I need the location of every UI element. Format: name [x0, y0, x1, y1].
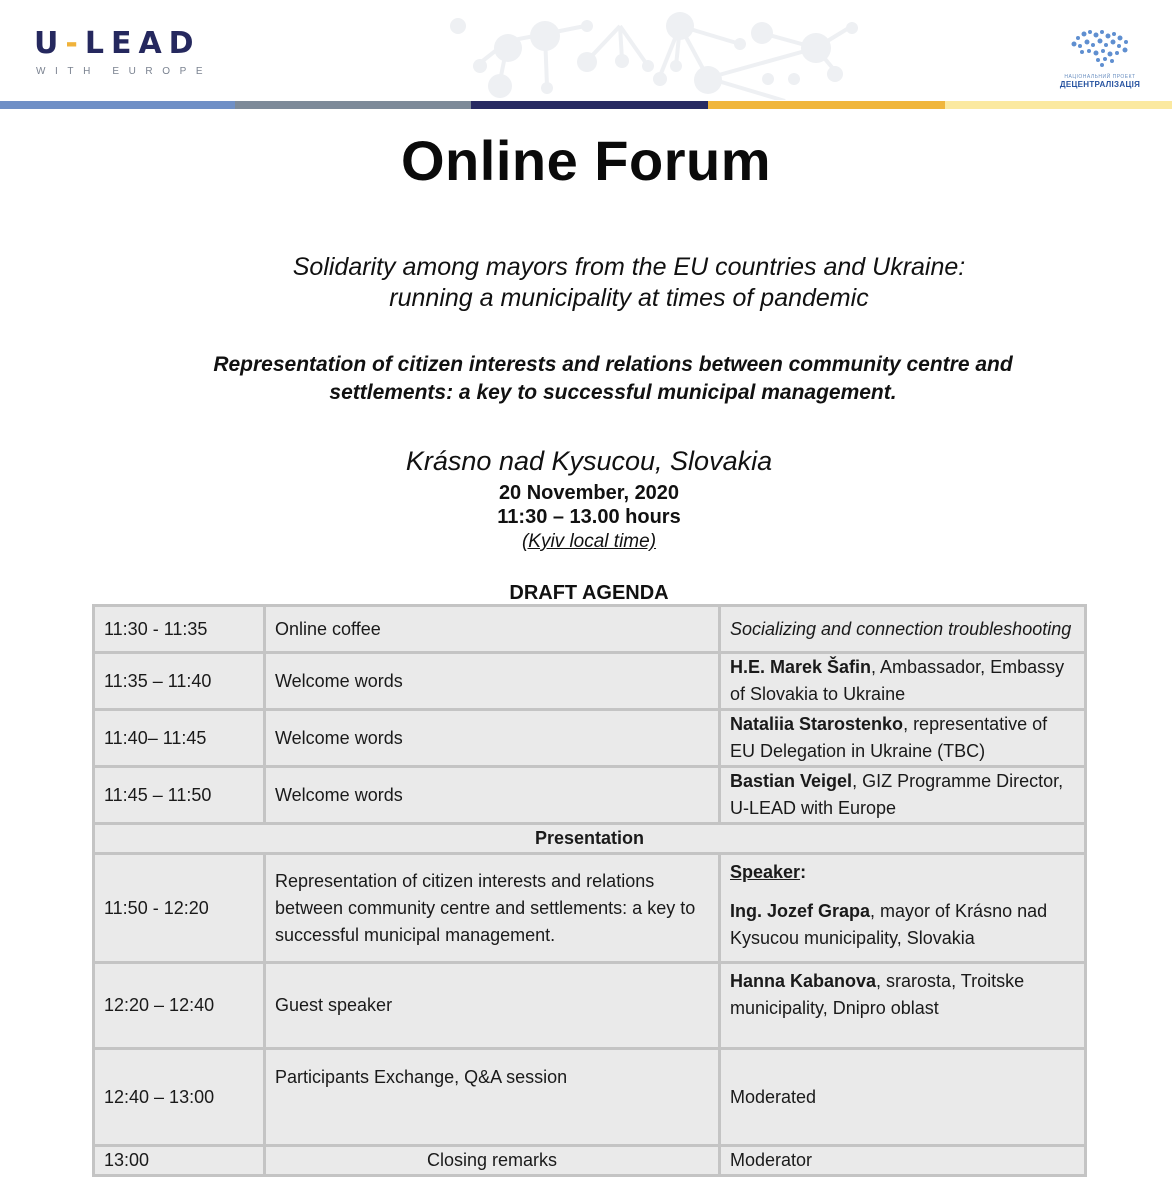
agenda-speaker — [720, 963, 1086, 1049]
agenda-speaker: Moderator — [720, 1146, 1086, 1176]
agenda-item: Guest speaker — [265, 963, 720, 1049]
agenda-row — [94, 1146, 1086, 1176]
agenda-time: 11:30 - 11:35 — [94, 606, 265, 653]
color-strip-4 — [708, 101, 945, 109]
agenda-time: 13:00 — [94, 1146, 265, 1176]
logo-text-u: U — [34, 26, 66, 61]
agenda-time: 12:40 – 13:00 — [94, 1049, 265, 1146]
ulead-logo — [34, 28, 212, 77]
logo-line1: НАЦІОНАЛЬНИЙ ПРОЕКТ — [1064, 74, 1136, 80]
agenda-title: DRAFT AGENDA — [509, 582, 669, 604]
agenda-row — [94, 1049, 1086, 1146]
theme-line-1: Representation of citizen interests and relations between community centre and — [213, 353, 1013, 376]
speaker-name: Ing. Jozef Grapa — [730, 901, 871, 921]
agenda-item: Welcome words — [265, 653, 720, 710]
event-date: 20 November, 2020 — [498, 482, 680, 504]
subtitle-line-1: Solidarity among mayors from the EU countries and Ukraine: — [292, 253, 966, 281]
speaker-name: H.E. Marek Šafin — [730, 657, 872, 677]
agenda-speaker — [720, 767, 1086, 824]
agenda-section-row — [94, 824, 1086, 854]
agenda-item: Welcome words — [265, 767, 720, 824]
agenda-item: Welcome words — [265, 710, 720, 767]
speaker-label: Speaker — [730, 862, 801, 882]
speaker-name: Hanna Kabanova — [730, 971, 877, 991]
molecule-decoration-icon — [420, 6, 980, 100]
event-location: Krásno nad Kysucou, Slovakia — [405, 446, 773, 476]
speaker-role: , GIZ Programme Director, U-LEAD with Europe — [730, 771, 1064, 818]
agenda-row — [94, 854, 1086, 963]
speaker-role: , representative of EU Delegation in Ukraine (TBC) — [730, 714, 1048, 761]
speaker-role: , Ambassador, Embassy of Slovakia to Ukraine — [730, 657, 1065, 704]
event-hours: 11:30 – 13.00 hours — [497, 506, 681, 528]
logo-line2: ДЕЦЕНТРАЛІЗАЦІЯ — [1059, 80, 1141, 89]
agenda-row — [94, 710, 1086, 767]
page-title: Online Forum — [401, 129, 771, 192]
agenda-item: Participants Exchange, Q&A session — [265, 1049, 720, 1146]
logo-dash: - — [65, 26, 85, 61]
event-subtitle — [0, 252, 1172, 314]
agenda-time: 11:45 – 11:50 — [94, 767, 265, 824]
logo-text-lead: LEAD — [84, 26, 201, 61]
subtitle-line-2: running a municipality at times of pandemic — [389, 284, 869, 312]
agenda-row — [94, 606, 1086, 653]
agenda-time: 11:50 - 12:20 — [94, 854, 265, 963]
speaker-role: , srarosta, Troitske municipality, Dnipro oblast — [730, 971, 1025, 1018]
agenda-row — [94, 767, 1086, 824]
agenda-item: Online coffee — [265, 606, 720, 653]
speaker-name: Bastian Veigel — [730, 771, 853, 791]
agenda-table — [92, 604, 1087, 1177]
color-strip-5 — [945, 101, 1172, 109]
agenda-speaker: Socializing and connection troubleshooting — [720, 606, 1086, 653]
agenda-time: 12:20 – 12:40 — [94, 963, 265, 1049]
agenda-item: Closing remarks — [265, 1146, 720, 1176]
agenda-speaker — [720, 710, 1086, 767]
color-strip-2 — [235, 101, 471, 109]
agenda-speaker: Moderated — [720, 1049, 1086, 1146]
page-header — [0, 0, 1172, 110]
speaker-name: Nataliia Starostenko — [730, 714, 904, 734]
agenda-row — [94, 963, 1086, 1049]
agenda-time: 11:35 – 11:40 — [94, 653, 265, 710]
color-strip-1 — [0, 101, 235, 109]
decentralization-logo — [1050, 24, 1150, 89]
event-theme — [0, 351, 1172, 407]
agenda-speaker — [720, 653, 1086, 710]
event-timezone: (Kyiv local time) — [521, 531, 657, 552]
logo-tagline: WITH EUROPE — [36, 66, 213, 77]
theme-line-2: settlements: a key to successful municipal management. — [329, 381, 897, 404]
color-strip-3 — [471, 101, 708, 109]
agenda-time: 11:40– 11:45 — [94, 710, 265, 767]
section-presentation: Presentation — [94, 824, 1086, 854]
speaker-colon: : — [800, 862, 807, 882]
agenda-item: Representation of citizen interests and relations between community centre and settlements: a key to successful municipal management. — [265, 854, 720, 963]
speaker-role: , mayor of Krásno nad Kysucou municipality, Slovakia — [730, 901, 1048, 948]
agenda-speaker — [720, 854, 1086, 963]
ukraine-map-icon — [1060, 24, 1140, 72]
agenda-row — [94, 653, 1086, 710]
